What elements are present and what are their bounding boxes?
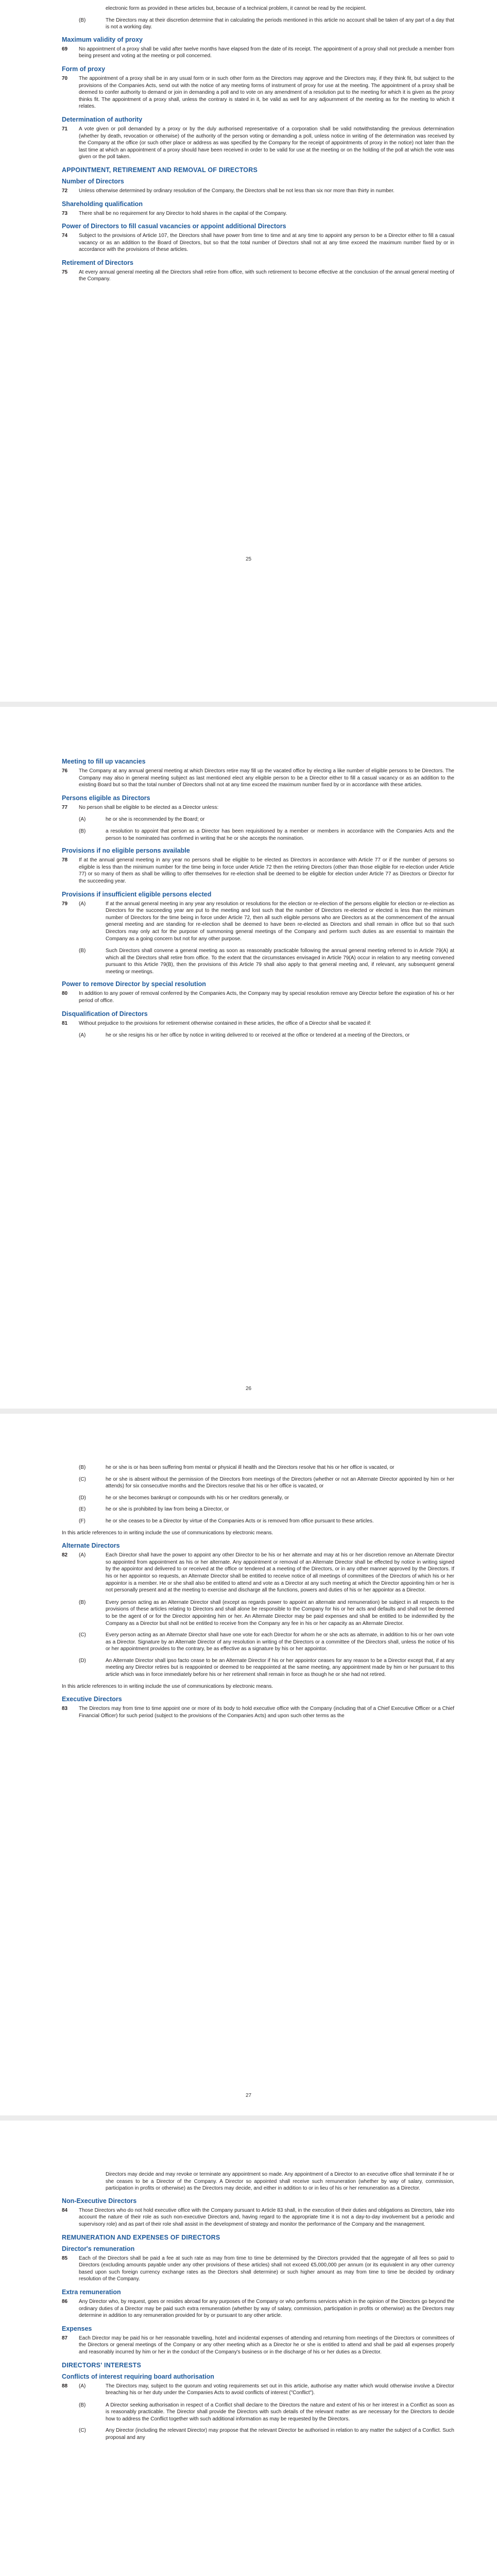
page-number: 25 [245, 556, 252, 562]
article [62, 210, 454, 217]
clause-label [79, 5, 106, 12]
clause-text: An Alternate Director shall ipso facto cease to be an Alternate Director if his or her appointor ceases for any reason to be a Director except that, if at any meeting any Director retires but is reappointed or deemed to be reappointed at the same meeting, any appointment made by him or her pursuant to this article which was in force immediately before his or her retirement shall remain in force as though he or she had not retired. [106, 1657, 454, 1678]
part-heading: DIRECTORS' INTERESTS [62, 2361, 141, 2369]
clause-label: (A) [79, 2383, 86, 2389]
article-number: 86 [62, 2298, 68, 2304]
article-number: 73 [62, 210, 68, 216]
clause-label: (E) [79, 1506, 86, 1513]
article-number: 84 [62, 2207, 68, 2213]
clause-label: (A) [79, 1032, 86, 1039]
section-heading: Provisions if insufficient eligible persons elected [62, 890, 212, 898]
page-number: 26 [245, 1386, 252, 1392]
article-number: 76 [62, 768, 68, 774]
clause-label: (D) [79, 1495, 86, 1501]
page-content [62, 5, 454, 288]
clause-text: Every person acting as an Alternate Director shall (except as regards power to appoint an alternate and remuneration) be subject in all respects to the provisions of these articles relating to Directors and shall alone be responsible to the Company for his or her acts and defaults and shall not be deemed to be the agent of or for the Director appointing him or her. An Alternate Director may be paid expenses and shall be entitled to be indemnified by the Company as a Director but shall not be entitled to receive from the Company any fee in his or her capacity as an Alternate Director. [106, 1599, 454, 1626]
article-number: 71 [62, 126, 68, 132]
page-25 [0, 0, 497, 702]
article-number: 88 [62, 2383, 68, 2389]
page-content [62, 757, 454, 1044]
section-heading: Maximum validity of proxy [62, 36, 143, 43]
sub-clause [79, 1476, 454, 1490]
article-number: 85 [62, 2255, 68, 2261]
article [62, 990, 454, 1004]
section-heading: Executive Directors [62, 1696, 122, 1703]
page-27 [0, 1414, 497, 2115]
article [62, 804, 454, 811]
sub-clause [79, 1632, 454, 1653]
clause-label: (C) [79, 1476, 86, 1482]
section-heading: Power to remove Director by special resolution [62, 980, 206, 988]
article-number: 79 [62, 901, 68, 907]
article-text: The Directors may from time to time appoint one or more of its body to hold executive office with the Company (including that of a Chief Executive Officer or a Chief Financial Officer) for such period (subject to the provisions of the Companies Acts) and upon such other terms as the [79, 1706, 454, 1719]
sub-clause [79, 1464, 454, 1471]
clause-text: he or she is prohibited by law from being a Director, or [106, 1506, 229, 1513]
sub-clause [79, 2383, 454, 2397]
sub-clause [79, 901, 454, 943]
clause-label: (A) [79, 1552, 86, 1558]
article-text: Those Directors who do not hold executive office with the Company pursuant to Article 83 shall, in the execution of their duties and obligations as Directors, take into account the nature of their role as such non-executive Directors and, having regard to the appropriate time it is not a day-to-day involvement but a periodic and supervisory role) and as part of their role shall assist in the development of strategy and monitor the performance of the Company and the management. [79, 2207, 454, 2227]
article-text: Each Director may be paid his or her reasonable travelling, hotel and incidental expenses of attending and returning from meetings of the Directors or committees of the Directors or general meetings of the Company or any other meeting which as a Director he or she is entitled to attend and shall be paid all expenses properly and reasonably incurred by him or her in the conduct of the Company's business or in the discharge of his or her duties as a Director. [79, 2335, 454, 2355]
article-text: Unless otherwise determined by ordinary resolution of the Company, the Directors shall be not less than six nor more than thirty in number. [79, 188, 395, 194]
article [62, 1552, 454, 1594]
section-heading: Persons eligible as Directors [62, 794, 150, 802]
article-number: 75 [62, 269, 68, 275]
article-text: There shall be no requirement for any Director to hold shares in the capital of the Company. [79, 210, 287, 216]
article [62, 269, 454, 283]
clause-label: (B) [79, 2402, 86, 2408]
section-heading: Provisions if no eligible persons available [62, 847, 190, 855]
clause-text: The Directors may, subject to the quorum and voting requirements set out in this article, authorise any matter which would otherwise involve a Director breaching his or her duty under the Companies Acts to avoid conflicts of interest ("Conflict"). [106, 2383, 454, 2396]
sub-clause [79, 1495, 454, 1502]
page-content [62, 1464, 454, 1724]
page-26 [0, 707, 497, 1409]
clause-text: electronic form as provided in these articles but, because of a technical problem, it cannot be read by the recipient. [106, 6, 367, 11]
article-number: 77 [62, 804, 68, 810]
sub-clause [79, 2402, 454, 2423]
part-heading: APPOINTMENT, RETIREMENT AND REMOVAL OF DIRECTORS [62, 166, 258, 174]
clause-label: (B) [79, 828, 86, 834]
section-heading: Shareholding qualification [62, 200, 143, 208]
article [62, 126, 454, 161]
part-heading: REMUNERATION AND EXPENSES OF DIRECTORS [62, 2233, 220, 2241]
clause-label: (D) [79, 1657, 86, 1664]
sub-clause [79, 947, 454, 975]
clause-label: (B) [79, 948, 86, 954]
article [62, 2207, 454, 2228]
article-number: 72 [62, 188, 68, 194]
sub-clause [79, 1032, 454, 1039]
section-heading: Form of proxy [62, 65, 106, 73]
article-text: Any Director who, by request, goes or resides abroad for any purposes of the Company or who performs services which in the opinion of the Directors go beyond the ordinary duties of a Director may be paid such extra remuneration (whether by way of salary, commission, participation in profits or otherwise) as the Directors may determine in addition to any remuneration provided for by or pursuant to any other article. [79, 2298, 454, 2319]
clause-text: Every person acting as an Alternate Director shall have one vote for each Director for whom he or she acts as alternate, in addition to his or her own vote as a Director. Signature by an Alternate Director of any resolution in writing of the Directors or a committee of the Directors shall, unless the notice of his or her appointment provides to the contrary, be as effective as a signature by his or her appointor. [106, 1632, 454, 1652]
clause-text: A Director seeking authorisation in respect of a Conflict shall declare to the Directors the nature and extent of his or her interest in a Conflict as soon as is reasonably practicable. The Director shall provide the Directors with such details of the relevant matter as are necessary for the Directors to decide how to address the Conflict together with such additional information as may be requested by the Directors. [106, 2402, 454, 2422]
article-text: Each of the Directors shall be paid a fee at such rate as may from time to time be determined by the Directors provided that the aggregate of all fees so paid to Directors (excluding amounts payable under any other provisions of these articles) shall not exceed €5,000,000 per annum (or its equivalent in any other currency based upon such foreign currency exchange rates as the Directors shall determine) or such higher amount as may from time to time be decided by ordinary resolution of the Company. [79, 2255, 454, 2282]
clause-text: he or she ceases to be a Director by virtue of the Companies Acts or is removed from office pursuant to these articles. [106, 1518, 374, 1524]
paragraph: In this article references to in writing include the use of communications by electronic means. [62, 1530, 273, 1536]
article [62, 2383, 454, 2397]
clause-label: (B) [79, 1599, 86, 1605]
article-number: 82 [62, 1552, 68, 1558]
article-text: Without prejudice to the provisions for retirement otherwise contained in these articles, the office of a Director shall be vacated if: [79, 1020, 371, 1026]
section-heading: Director's remuneration [62, 2245, 135, 2252]
paragraph: In this article references to in writing include the use of communications by electronic means. [62, 1683, 273, 1689]
clause-text: he or she becomes bankrupt or compounds with his or her creditors generally, or [106, 1495, 289, 1501]
article-text: If at the annual general meeting in any year no persons shall be eligible to be elected as Directors in accordance with Article 77 or if the number of persons so eligible is less than the minimum number for the time being in force under Article 72 then the retiring Directors (other than those eligible for re-election under Article 77) or so many of them as shall be willing to offer themselves for re-election shall be deemed to be eligible for election under Article 77 as Directors or Director for the succeeding year. [79, 857, 454, 884]
clause-text: he or she is absent without the permission of the Directors from meetings of the Directors (whether or not an Alternate Director appointed by him or her attends) for six consecutive months and the Directors resolve that his or her office is vacated, or [106, 1476, 454, 1489]
section-heading: Retirement of Directors [62, 259, 133, 266]
clause-label: (F) [79, 1518, 85, 1524]
sub-clause [79, 1518, 454, 1525]
sub-clause [79, 5, 454, 12]
article [62, 1705, 454, 1719]
section-heading: Number of Directors [62, 177, 124, 185]
article [62, 857, 454, 885]
clause-label: (C) [79, 2428, 86, 2434]
clause-label [79, 2171, 106, 2192]
clause-text: a resolution to appoint that person as a Director has been requisitioned by a member or members in accordance with the Companies Acts and the person to be nominated has confirmed in writing that he or she accepts the nomination. [106, 828, 454, 841]
sub-clause [79, 2171, 454, 2192]
article-text: Subject to the provisions of Article 107, the Directors shall have power from time to time and at any time to appoint any person to be a Director either to fill a casual vacancy or as an addition to the Board of Directors, but so that the total number of Directors shall not at any time exceed the maximum number fixed by or in accordance with the provisions of these articles. [79, 233, 454, 253]
sub-clause [79, 1599, 454, 1627]
section-heading: Disqualification of Directors [62, 1010, 148, 1018]
article [62, 1020, 454, 1027]
article-number: 69 [62, 46, 68, 52]
article-number: 74 [62, 233, 68, 239]
page-number: 27 [245, 2093, 252, 2098]
article-text: The appointment of a proxy shall be in any usual form or in such other form as the Directors may approve and the Directors may, if they think fit, but subject to the provisions of the Companies Acts, send out with the notice of any meeting forms of instrument of proxy for use at the meeting. The appointment of a proxy shall be deemed to confer authority to demand or join in demanding a poll and to vote on any amendment of a resolution put to the meeting for which it is given as the proxy thinks fit. The appointment of a proxy shall, unless the contrary is stated in it, be valid as well for any adjournment of the meeting as for the meeting to which it relates. [79, 75, 454, 110]
clause-text: Such Directors shall convene a general meeting as soon as reasonably practicable following the annual general meeting referred to in Article 79(A) at which all the Directors shall retire from office. To the extent that the circumstances envisaged in Article 79(A) occur in relation to any meeting convened pursuant to this Article 79(B), then the provisions of this Article 79 shall also apply to that general meeting and, if relevant, any subsequent general meeting or meetings. [106, 948, 454, 975]
clause-text: The Directors may at their discretion determine that in calculating the periods mentioned in this article no account shall be taken of any part of a day that is not a working day. [106, 17, 454, 30]
clause-label: (B) [79, 1465, 86, 1470]
sub-clause [79, 1657, 454, 1679]
article-number: 80 [62, 991, 68, 997]
section-heading: Meeting to fill up vacancies [62, 758, 146, 765]
sub-clause [79, 1506, 454, 1513]
article-number: 87 [62, 2335, 68, 2341]
article-text: At every annual general meeting all the Directors shall retire from office, with such retirement to become effective at the conclusion of the annual general meeting of the Company. [79, 269, 454, 282]
clause-text: Directors may decide and may revoke or terminate any appointment so made. Any appointment of a Director to an executive office shall terminate if he or she ceases to be a Director of the Company. A Director so appointed shall receive such remuneration (whether by way of salary, commission, participation in profits or otherwise) as the Directors may decide, and either in addition to or in lieu of his or her remuneration as a Director. [106, 2172, 454, 2192]
article-text: No person shall be eligible to be elected as a Director unless: [79, 804, 219, 810]
clause-text: he or she is or has been suffering from mental or physical ill health and the Directors resolve that his or her office is vacated, or [106, 1465, 395, 1470]
section-heading: Determination of authority [62, 115, 143, 123]
page-28 [0, 2121, 497, 2576]
sub-clause [79, 17, 454, 31]
sub-clause [79, 828, 454, 842]
article [62, 46, 454, 60]
article [62, 75, 454, 110]
article-text: The Company at any annual general meeting at which Directors retire may fill up the vacated office by electing a like number of eligible persons to be Directors. The Company may also in general meeting subject as last mentioned elect any eligible person to be a Director either to fill a casual vacancy or as an addition to the existing Board but so that the total number of Directors shall not at any time exceed the maximum number fixed by or in accordance with these articles. [79, 768, 454, 788]
sub-clause [79, 1552, 454, 1594]
article [62, 2298, 454, 2319]
section-heading: Conflicts of interest requiring board authorisation [62, 2372, 214, 2380]
clause-text: Each Director shall have the power to appoint any other Director to be his or her alternate and may at his or her discretion remove an Alternate Director so appointed from appointment as his or her alternate. Any appointment or removal of an Alternate Director shall be effected by notice in writing signed by the appointor and delivered to or received at the office or tendered at a meeting of the Directors, or in any other manner approved by the Directors. If his or her appointor so requests, an Alternate Director shall be entitled to receive notice of all meetings of committees of the Directors of which his or her appointor is a member. He or she shall also be entitled to attend and vote as a Director at any such meeting at which the Director appointing him or her is not personally present and at the meeting to exercise and discharge all the functions, powers and duties of his or her appointor as a Director. [106, 1552, 454, 1594]
page-content [62, 2171, 454, 2446]
article-number: 83 [62, 1706, 68, 1712]
article-number: 78 [62, 857, 68, 863]
clause-text: he or she is recommended by the Board; or [106, 817, 205, 823]
article [62, 232, 454, 253]
article [62, 768, 454, 789]
section-heading: Expenses [62, 2325, 92, 2332]
sub-clause [79, 2427, 454, 2441]
article [62, 2255, 454, 2283]
article-number: 70 [62, 75, 68, 81]
clause-label: (C) [79, 1632, 86, 1638]
article-text: In addition to any power of removal conferred by the Companies Acts, the Company may by special resolution remove any Director before the expiration of his or her period of office. [79, 991, 454, 1004]
article [62, 901, 454, 943]
article [62, 188, 454, 195]
section-heading: Power of Directors to fill casual vacancies or appoint additional Directors [62, 223, 286, 230]
section-heading: Alternate Directors [62, 1542, 120, 1550]
section-heading: Non-Executive Directors [62, 2197, 137, 2205]
clause-text: Any Director (including the relevant Director) may propose that the relevant Director be authorised in relation to any matter the subject of a Conflict. Such proposal and any [106, 2428, 454, 2441]
clause-label: (B) [79, 17, 86, 23]
clause-text: If at the annual general meeting in any year any resolution or resolutions for the election or re-election of the persons eligible for election or re-election as Directors for the succeeding year are put to the meeting and lost such that the number of Directors re-elected or elected is less than the minimum number of Directors for the time being in force under Article 72, then all such eligible persons who are Directors as at the commencement of the annual general meeting and are standing for re-election shall be deemed to have been re-elected as Directors and shall remain in office but so that such Directors may only act for the purpose of summoning general meetings of the Company and perform such duties as are essential to maintain the Company as a going concern but not for any other purpose. [106, 901, 454, 942]
clause-label: (A) [79, 901, 86, 907]
section-heading: Extra remuneration [62, 2288, 121, 2296]
article-text: A vote given or poll demanded by a proxy or by the duly authorised representative of a corporation shall be valid notwithstanding the previous determination (whether by death, revocation or otherwise) of the authority of the person voting or demanding a poll, unless notice in writing of the determination was received by the Company at the office (or such other place or address as was specified by the Company for the receipt of appointments of proxy in the notice) not later than the last time at which an appointment of a proxy should have been received in order to be valid for use at the meeting or on the holding of the poll at which the vote was given or the poll taken. [79, 126, 454, 160]
sub-clause [79, 816, 454, 823]
article-number: 81 [62, 1020, 68, 1026]
clause-text: he or she resigns his or her office by notice in writing delivered to or received at the office or tendered at a meeting of the Directors, or [106, 1032, 410, 1039]
article [62, 2335, 454, 2356]
article-text: No appointment of a proxy shall be valid after twelve months have elapsed from the date of its receipt. The appointment of a proxy shall not preclude a member from being present and voting at the meeting or poll concerned. [79, 46, 454, 59]
clause-label: (A) [79, 817, 86, 823]
